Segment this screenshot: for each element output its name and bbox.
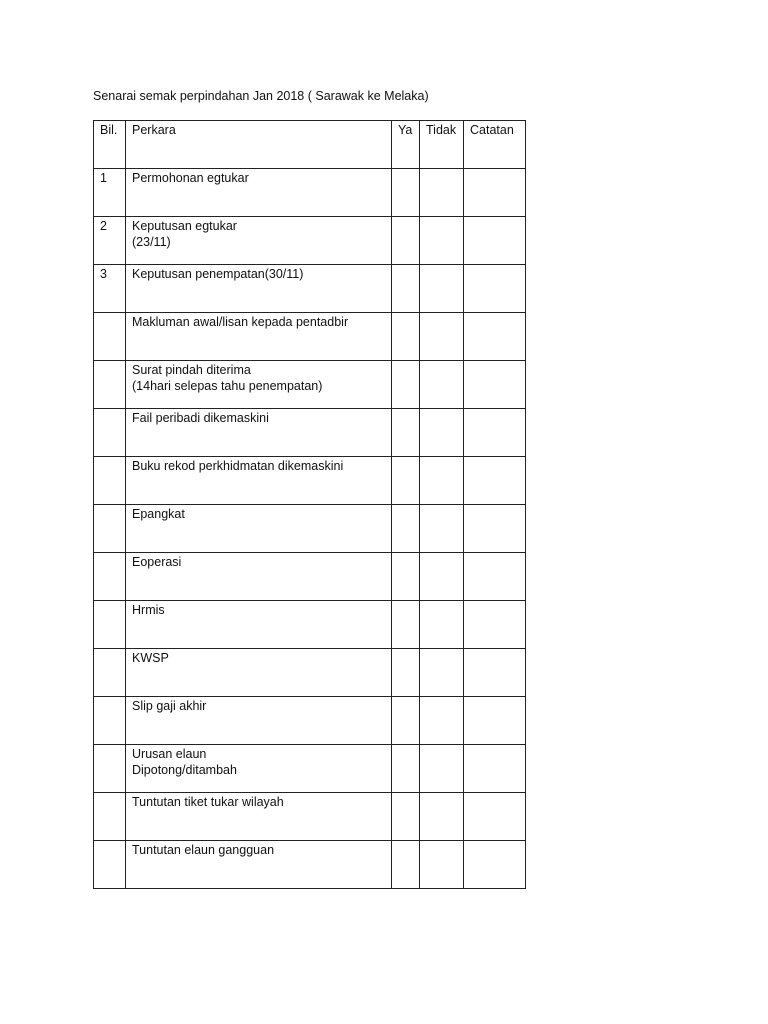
tidak-cell[interactable] [420, 745, 464, 793]
tidak-cell[interactable] [420, 553, 464, 601]
row-number: 3 [94, 265, 126, 313]
catatan-cell[interactable] [464, 409, 526, 457]
row-item [126, 265, 392, 313]
ya-cell[interactable] [392, 649, 420, 697]
row-number [94, 745, 126, 793]
row-item-line: (23/11) [132, 235, 171, 249]
tidak-cell[interactable] [420, 505, 464, 553]
row-number [94, 793, 126, 841]
row-number [94, 601, 126, 649]
row-item [126, 697, 392, 745]
table-row [94, 841, 526, 889]
ya-cell[interactable] [392, 505, 420, 553]
catatan-cell[interactable] [464, 217, 526, 265]
row-item [126, 457, 392, 505]
row-item [126, 217, 392, 265]
row-number [94, 409, 126, 457]
tidak-cell[interactable] [420, 601, 464, 649]
catatan-cell[interactable] [464, 745, 526, 793]
row-item-line: (14hari selepas tahu penempatan) [132, 379, 323, 393]
tidak-cell[interactable] [420, 217, 464, 265]
ya-cell[interactable] [392, 793, 420, 841]
table-row [94, 793, 526, 841]
header-catatan: Catatan [464, 121, 526, 169]
header-bil: Bil. [94, 121, 126, 169]
row-item-line: Keputusan egtukar [132, 219, 237, 233]
row-number [94, 553, 126, 601]
row-item-line: Hrmis [132, 603, 165, 617]
row-item-line: KWSP [132, 651, 169, 665]
row-item [126, 409, 392, 457]
tidak-cell[interactable] [420, 697, 464, 745]
table-row [94, 265, 526, 313]
tidak-cell[interactable] [420, 361, 464, 409]
catatan-cell[interactable] [464, 265, 526, 313]
row-item [126, 745, 392, 793]
table-row [94, 505, 526, 553]
row-item-line: Tuntutan tiket tukar wilayah [132, 795, 284, 809]
catatan-cell[interactable] [464, 553, 526, 601]
row-number [94, 313, 126, 361]
tidak-cell[interactable] [420, 169, 464, 217]
tidak-cell[interactable] [420, 649, 464, 697]
catatan-cell[interactable] [464, 169, 526, 217]
row-number [94, 649, 126, 697]
row-item-line: Dipotong/ditambah [132, 763, 237, 777]
tidak-cell[interactable] [420, 841, 464, 889]
catatan-cell[interactable] [464, 505, 526, 553]
row-item [126, 601, 392, 649]
row-item [126, 841, 392, 889]
catatan-cell[interactable] [464, 793, 526, 841]
table-row [94, 601, 526, 649]
row-item [126, 553, 392, 601]
table-row [94, 361, 526, 409]
catatan-cell[interactable] [464, 457, 526, 505]
table-row [94, 457, 526, 505]
row-item-line: Permohonan egtukar [132, 171, 249, 185]
document-title: Senarai semak perpindahan Jan 2018 ( Sarawak ke Melaka) [93, 89, 429, 103]
row-item-line: Surat pindah diterima [132, 363, 251, 377]
ya-cell[interactable] [392, 265, 420, 313]
ya-cell[interactable] [392, 409, 420, 457]
table-row [94, 745, 526, 793]
row-item-line: Keputusan penempatan(30/11) [132, 267, 304, 281]
table-row [94, 313, 526, 361]
table-row [94, 697, 526, 745]
row-number [94, 841, 126, 889]
tidak-cell[interactable] [420, 793, 464, 841]
catatan-cell[interactable] [464, 601, 526, 649]
row-item [126, 169, 392, 217]
row-item [126, 649, 392, 697]
table-row [94, 409, 526, 457]
catatan-cell[interactable] [464, 361, 526, 409]
catatan-cell[interactable] [464, 841, 526, 889]
header-perkara: Perkara [126, 121, 392, 169]
catatan-cell[interactable] [464, 649, 526, 697]
row-item-line: Urusan elaun [132, 747, 207, 761]
table-row [94, 217, 526, 265]
ya-cell[interactable] [392, 841, 420, 889]
row-item [126, 505, 392, 553]
row-item-line: Epangkat [132, 507, 185, 521]
table-row [94, 553, 526, 601]
ya-cell[interactable] [392, 217, 420, 265]
ya-cell[interactable] [392, 361, 420, 409]
table-row [94, 649, 526, 697]
row-number [94, 697, 126, 745]
row-number: 1 [94, 169, 126, 217]
ya-cell[interactable] [392, 697, 420, 745]
row-number: 2 [94, 217, 126, 265]
row-item-line: Fail peribadi dikemaskini [132, 411, 269, 425]
ya-cell[interactable] [392, 313, 420, 361]
row-item [126, 361, 392, 409]
table-header-row [94, 121, 526, 169]
ya-cell[interactable] [392, 601, 420, 649]
tidak-cell[interactable] [420, 457, 464, 505]
row-item-line: Slip gaji akhir [132, 699, 207, 713]
tidak-cell[interactable] [420, 265, 464, 313]
catatan-cell[interactable] [464, 313, 526, 361]
row-number [94, 457, 126, 505]
row-item-line: Eoperasi [132, 555, 182, 569]
row-item-line: Buku rekod perkhidmatan dikemaskini [132, 459, 344, 473]
ya-cell[interactable] [392, 169, 420, 217]
checklist-table [93, 120, 526, 889]
row-item-line: Makluman awal/lisan kepada pentadbir [132, 315, 349, 329]
header-ya: Ya [392, 121, 420, 169]
row-number [94, 361, 126, 409]
tidak-cell[interactable] [420, 313, 464, 361]
ya-cell[interactable] [392, 745, 420, 793]
ya-cell[interactable] [392, 553, 420, 601]
tidak-cell[interactable] [420, 409, 464, 457]
ya-cell[interactable] [392, 457, 420, 505]
catatan-cell[interactable] [464, 697, 526, 745]
row-item-line: Tuntutan elaun gangguan [132, 843, 275, 857]
header-tidak: Tidak [420, 121, 464, 169]
row-number [94, 505, 126, 553]
row-item [126, 313, 392, 361]
table-row [94, 169, 526, 217]
row-item [126, 793, 392, 841]
